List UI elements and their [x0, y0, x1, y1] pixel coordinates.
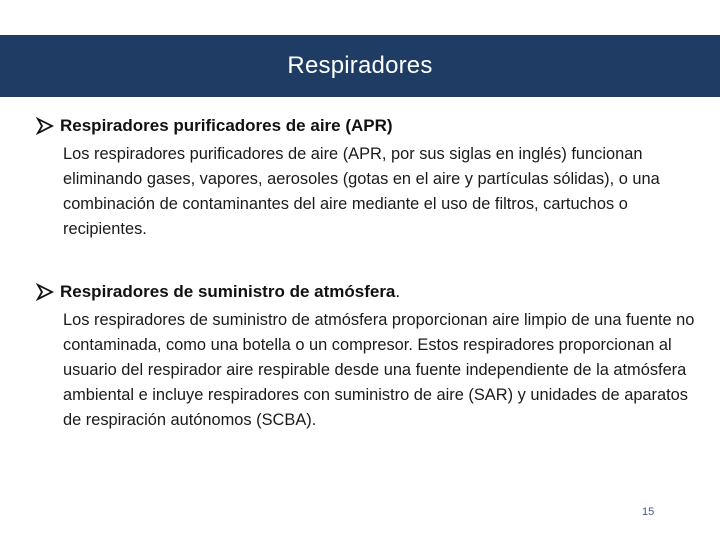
section-body: Los respiradores de suministro de atmósfera proporcionan aire limpio de una fuente no contaminada, como una botella o un compresor. Estos respiradores proporcionan al usuario del respirador aire respirable desde una fuente independiente de la atmósfera ambiental e incluye respiradores con suministro de aire (SAR) y unidades de aparatos de respiración autónomos (SCBA).	[63, 311, 695, 429]
title-bar	[0, 35, 720, 97]
section-heading: Respiradores purificadores de aire (APR)	[60, 116, 393, 135]
section-heading-suffix: .	[395, 282, 401, 301]
section-air-purifying	[36, 114, 696, 242]
page-number: 15	[642, 506, 655, 518]
section-heading-row	[36, 280, 696, 304]
section-heading: Respiradores de suministro de atmósfera	[60, 282, 396, 301]
section-atmosphere-supplying	[36, 280, 696, 433]
section-body: Los respiradores purificadores de aire (APR, por sus siglas en inglés) funcionan eliminando gases, vapores, aerosoles (gotas en el aire y partículas sólidas), o una combinación de contaminantes del aire mediante el uso de filtros, cartuchos o recipientes.	[63, 145, 660, 238]
arrow-bullet-icon	[36, 117, 54, 135]
slide-title: Respiradores	[287, 52, 433, 79]
section-heading-row	[36, 114, 696, 138]
arrow-bullet-icon	[36, 283, 54, 301]
